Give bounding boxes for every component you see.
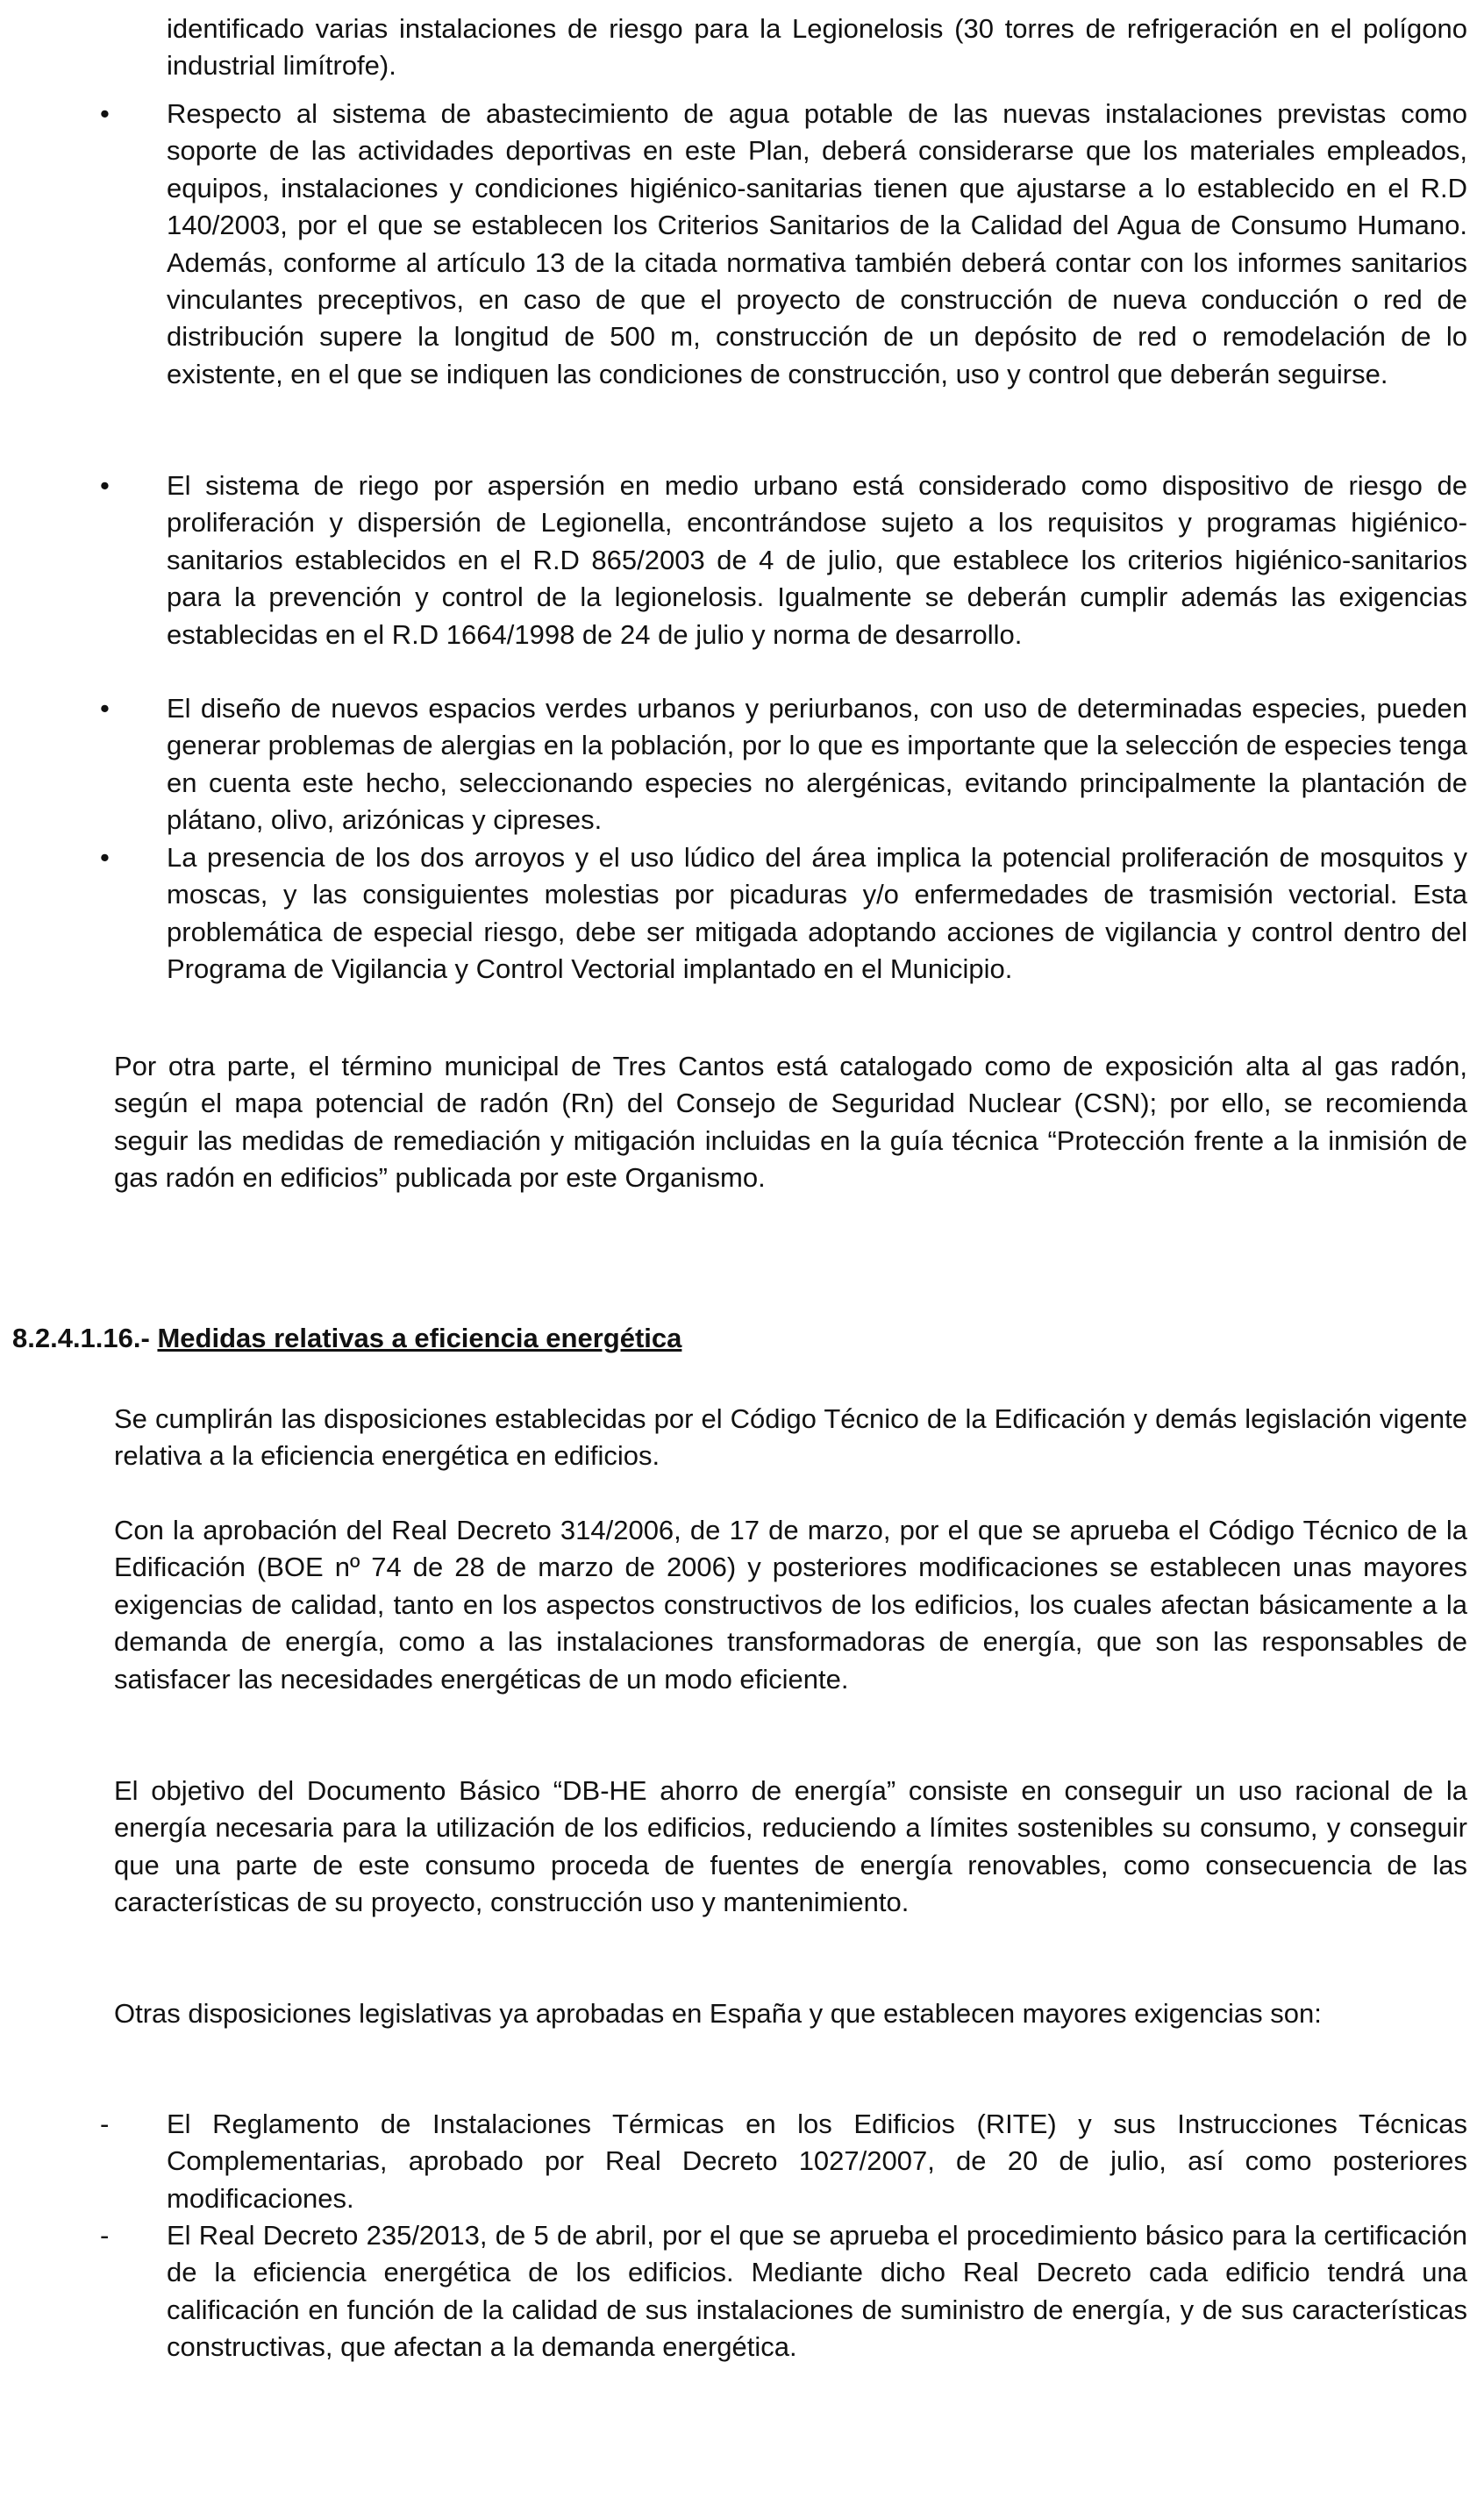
paragraph-cte: Se cumplirán las disposiciones establecidas por el Código Técnico de la Edificación y demás legislación vigente relativa a la eficiencia energética en edificios.: [114, 1403, 1467, 1472]
dash-text-rite: El Reglamento de Instalaciones Térmicas en los Edificios (RITE) y sus Instrucciones Técnicas Complementarias, aprobado por Real Decreto 1027/2007, de 20 de julio, así como posteriores modificaciones.: [167, 2109, 1467, 2214]
bullet-marker: •: [100, 842, 110, 873]
section-number: 8.2.4.1.16.-: [12, 1323, 150, 1353]
paragraph-db-he: El objetivo del Documento Básico “DB-HE ahorro de energía” consiste en conseguir un uso racional de la energía necesaria para la utilización de los edificios, reduciendo a límites sostenibles su consumo, y conseguir que una parte de este consumo proceda de fuentes de energía renovables, como consecuencia de las características de su proyecto, construcción uso y mantenimiento.: [114, 1775, 1467, 1918]
bullet-text-water-supply: Respecto al sistema de abastecimiento de agua potable de las nuevas instalaciones previstas como soporte de las actividades deportivas en este Plan, deberá considerarse que los materiales empleados, equipos, instalaciones y condiciones higiénico-sanitarias tienen que ajustarse a lo establecido en el R.D 140/2003, por el que se establecen los Criterios Sanitarios de la Calidad del Agua de Consumo Humano. Además, conforme al artículo 13 de la citada normativa también deberá contar con los informes sanitarios vinculantes preceptivos, en caso de que el proyecto de construcción de nueva conducción o red de distribución supere la longitud de 500 m, construcción de un depósito de red o remodelación de lo existente, en el que se indiquen las condiciones de construcción, uso y control que deberán seguirse.: [167, 98, 1467, 389]
section-title: Medidas relativas a eficiencia energética: [157, 1323, 682, 1353]
bullet-text-green-spaces: El diseño de nuevos espacios verdes urbanos y periurbanos, con uso de determinadas especies, pueden generar problemas de alergias en la población, por lo que es importante que la selección de especies tenga en cuenta este hecho, seleccionando especies no alergénicas, evitando principalmente la plantación de plátano, olivo, arizónicas y cipreses.: [167, 693, 1467, 836]
bullet-marker: •: [100, 98, 110, 129]
paragraph-real-decreto: Con la aprobación del Real Decreto 314/2006, de 17 de marzo, por el que se aprueba el Código Técnico de la Edificación (BOE nº 74 de 28 de marzo de 2006) y posteriores modificaciones se establecen unas mayores exigencias de calidad, tanto en los aspectos constructivos de los edificios, los cuales afectan básicamente a la demanda de energía, como a las instalaciones transformadoras de energía, que son las responsables de satisfacer las necesidades energéticas de un modo eficiente.: [114, 1515, 1467, 1695]
intro-continuation-text: identificado varias instalaciones de riesgo para la Legionelosis (30 torres de refrigeración en el polígono industrial limítrofe).: [167, 13, 1467, 82]
bullet-marker: •: [100, 693, 110, 724]
section-heading: [12, 1320, 681, 1357]
dash-marker: -: [100, 2109, 110, 2139]
dash-marker: -: [100, 2220, 110, 2251]
bullet-text-irrigation: El sistema de riego por aspersión en medio urbano está considerado como dispositivo de riesgo de proliferación y dispersión de Legionella, encontrándose sujeto a los requisitos y programas higiénico-sanitarios establecidos en el R.D 865/2003 de 4 de julio, que establece los criterios higiénico-sanitarios para la prevención y control de la legionelosis. Igualmente se deberán cumplir además las exigencias establecidas en el R.D 1664/1998 de 24 de julio y norma de desarrollo.: [167, 470, 1467, 650]
radon-paragraph: Por otra parte, el término municipal de Tres Cantos está catalogado como de exposición alta al gas radón, según el mapa potencial de radón (Rn) del Consejo de Seguridad Nuclear (CSN); por ello, se recomienda seguir las medidas de remediación y mitigación incluidas en la guía técnica “Protección frente a la inmisión de gas radón en edificios” publicada por este Organismo.: [114, 1051, 1467, 1194]
paragraph-other-dispositions: Otras disposiciones legislativas ya aprobadas en España y que establecen mayores exigencias son:: [114, 1998, 1322, 2029]
bullet-marker: •: [100, 470, 110, 501]
bullet-text-mosquitoes: La presencia de los dos arroyos y el uso lúdico del área implica la potencial proliferación de mosquitos y moscas, y las consiguientes molestias por picaduras y/o enfermedades de trasmisión vectorial. Esta problemática de especial riesgo, debe ser mitigada adoptando acciones de vigilancia y control dentro del Programa de Vigilancia y Control Vectorial implantado en el Municipio.: [167, 842, 1467, 985]
dash-text-rd-235: El Real Decreto 235/2013, de 5 de abril, por el que se aprueba el procedimiento básico para la certificación de la eficiencia energética de los edificios. Mediante dicho Real Decreto cada edificio tendrá una calificación en función de la calidad de sus instalaciones de suministro de energía, y de sus características constructivas, que afectan a la demanda energética.: [167, 2220, 1467, 2363]
